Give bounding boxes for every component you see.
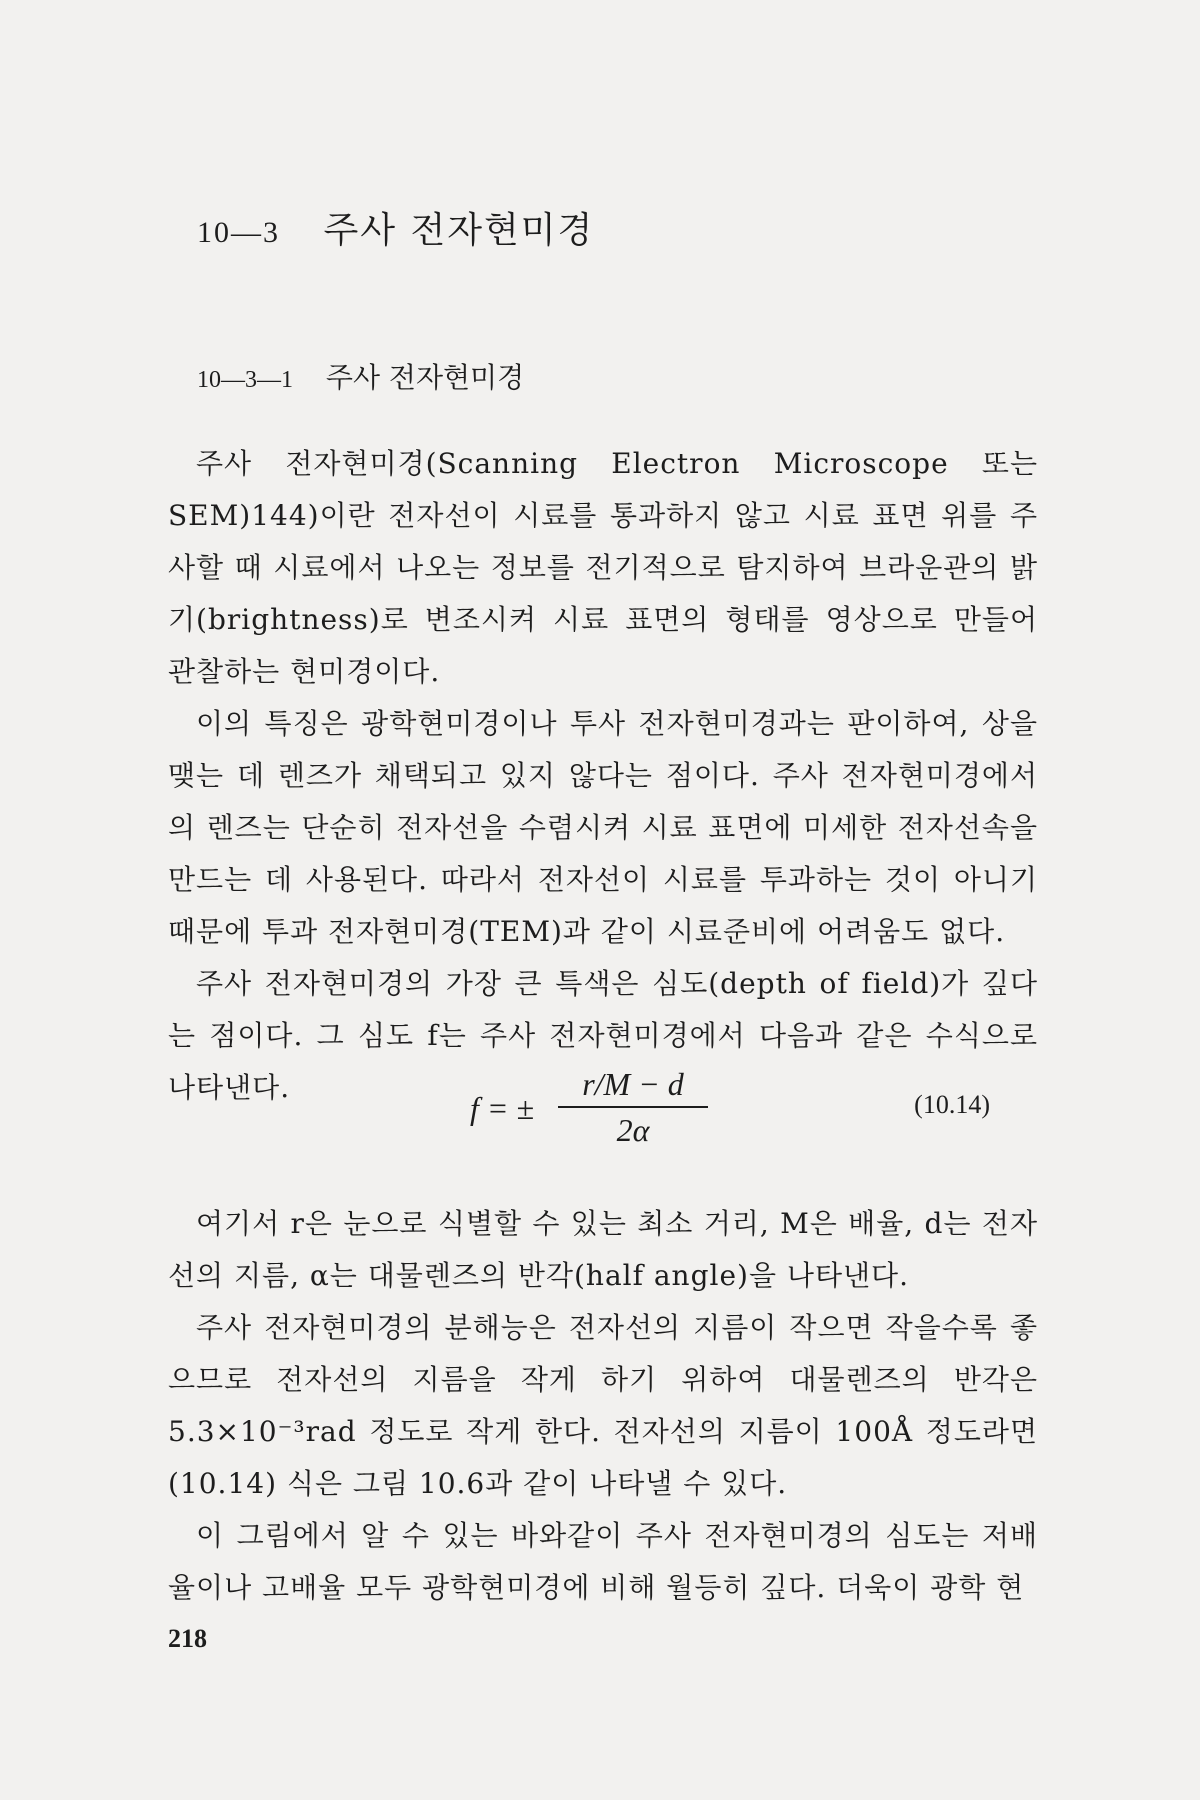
equation-10-14 (470, 1064, 1030, 1154)
equation-fraction (558, 1064, 708, 1150)
equation-numerator: r/M − d (582, 1066, 684, 1102)
paragraph: 주사 전자현미경의 가장 큰 특색은 심도(depth of field)가 깊다는 점이다. 그 심도 f는 주사 전자현미경에서 다음과 같은 수식으로 나타낸다. (168, 967, 1038, 1104)
section-title: 주사 전자현미경 (325, 361, 525, 394)
section-heading (197, 356, 524, 396)
chapter-title: 주사 전자현미경 (323, 210, 595, 251)
equation-lhs: f = ± (470, 1090, 535, 1126)
paragraph: 이 그림에서 알 수 있는 바와같이 주사 전자현미경의 심도는 저배율이나 고배율 모두 광학현미경에 비해 월등히 깊다. 더욱이 광학 현 (168, 1519, 1038, 1604)
chapter-heading (197, 202, 594, 253)
fraction-bar (558, 1106, 708, 1108)
chapter-number: 10—3 (197, 216, 280, 249)
section-number: 10—3—1 (197, 367, 293, 393)
paragraph: 여기서 r은 눈으로 식별할 수 있는 최소 거리, M은 배율, d는 전자선의 지름, α는 대물렌즈의 반각(half angle)을 나타낸다. (168, 1207, 1038, 1292)
body-text-before-equation (168, 438, 1038, 1114)
paragraph: 주사 전자현미경(Scanning Electron Microscope 또는 SEM)144)이란 전자선이 시료를 통과하지 않고 시료 표면 위를 주사할 때 시료에서 나오는 정보를 전기적으로 탐지하여 브라운관의 밝기(brightness)로 변조시켜 시료 표면의 형태를 영상으로 만들어 관찰하는 현미경이다. (168, 447, 1038, 688)
body-text-after-equation (168, 1198, 1038, 1614)
paragraph: 주사 전자현미경의 분해능은 전자선의 지름이 작으면 작을수록 좋으므로 전자선의 지름을 작게 하기 위하여 대물렌즈의 반각은 5.3×10⁻³rad 정도로 작게 한다. 전자선의 지름이 100Å 정도라면 (10.14) 식은 그림 10.6과 같이 나타낼 수 있다. (168, 1311, 1038, 1500)
paragraph: 이의 특징은 광학현미경이나 투사 전자현미경과는 판이하여, 상을 맺는 데 렌즈가 채택되고 있지 않다는 점이다. 주사 전자현미경에서의 렌즈는 단순히 전자선을 수렴시켜 시료 표면에 미세한 전자선속을 만드는 데 사용된다. 따라서 전자선이 시료를 투과하는 것이 아니기 때문에 투과 전자현미경(TEM)과 같이 시료준비에 어려움도 없다. (168, 707, 1038, 948)
equation-label: (10.14) (914, 1090, 990, 1119)
equation-denominator: 2α (616, 1112, 650, 1148)
page-number: 218 (168, 1624, 207, 1653)
